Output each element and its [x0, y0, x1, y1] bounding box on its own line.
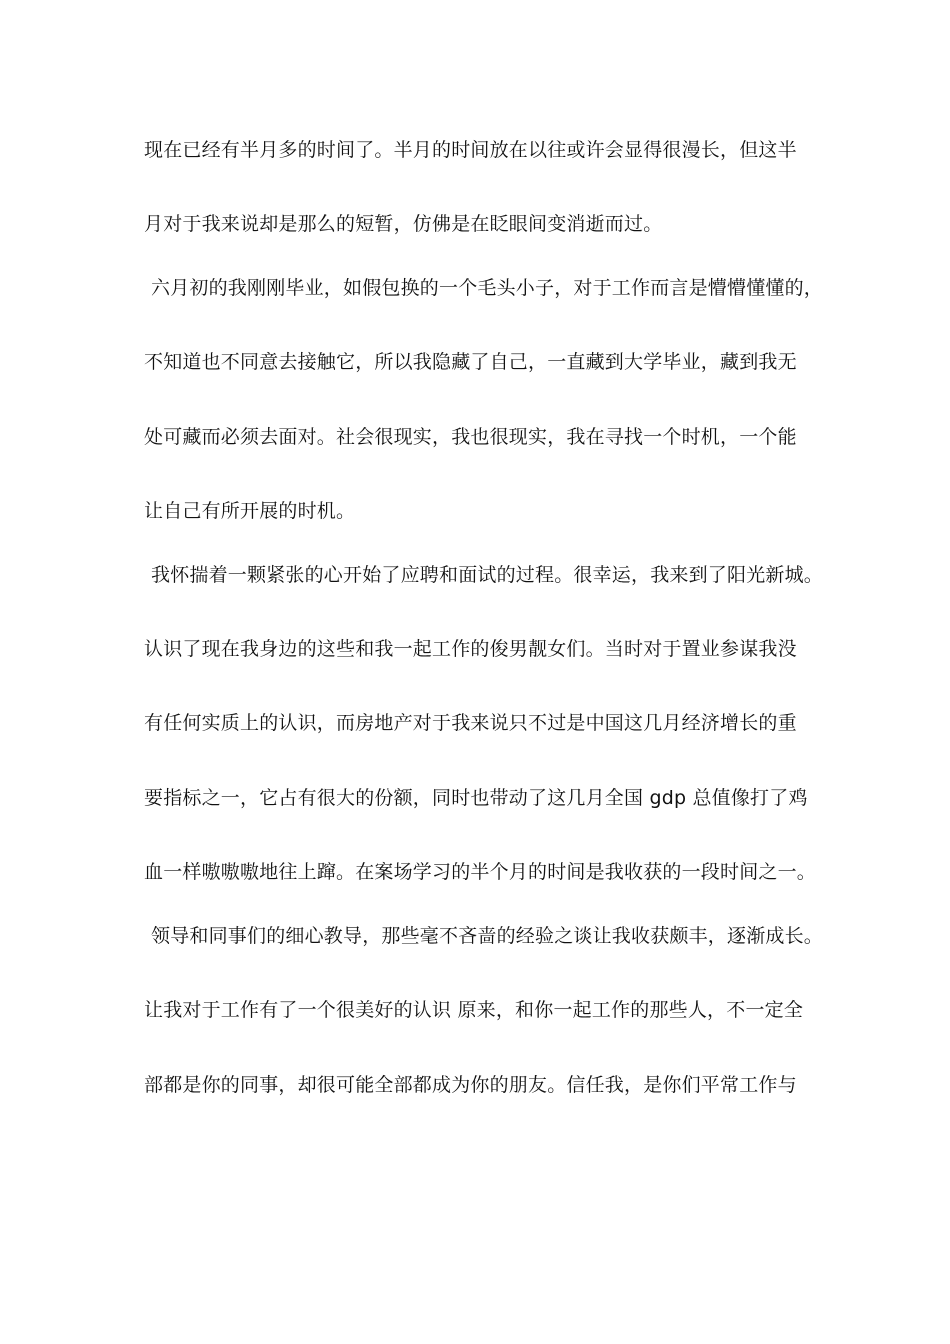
text-line-14: 部都是你的同事，却很可能全部都成为你的朋友。信任我，是你们平常工作与 [144, 1074, 797, 1096]
text-line-11: 血一样嗷嗷嗷地往上蹿。在案场学习的半个月的时间是我收获的一段时间之一。 [144, 861, 817, 883]
text-line-5: 处可藏而必须去面对。社会很现实，我也很现实，我在寻找一个时机，一个能 [144, 426, 797, 448]
text-line-9: 有任何实质上的认识，而房地产对于我来说只不过是中国这几月经济增长的重 [144, 712, 797, 734]
text-line-6: 让自己有所开展的时机。 [144, 500, 356, 522]
text-line-1: 现在已经有半月多的时间了。半月的时间放在以往或许会显得很漫长，但这半 [144, 139, 797, 161]
text-line-12: 领导和同事们的细心教导，那些毫不吝啬的经验之谈让我收获颇丰，逐渐成长。 [151, 925, 824, 947]
text-line-3: 六月初的我刚刚毕业，如假包换的一个毛头小子，对于工作而言是懵懵懂懂的， [151, 277, 824, 299]
text-line-10: 要指标之一，它占有很大的份额，同时也带动了这几月全国 gdp 总值像打了鸡 [144, 787, 808, 809]
text-line-8: 认识了现在我身边的这些和我一起工作的俊男靓女们。当时对于置业参谋我没 [144, 638, 797, 660]
text-line-7: 我怀揣着一颗紧张的心开始了应聘和面试的过程。很幸运，我来到了阳光新城。 [151, 564, 824, 586]
text-line-2: 月对于我来说却是那么的短暂，仿佛是在眨眼间变消逝而过。 [144, 213, 663, 235]
text-line-13: 让我对于工作有了一个很美好的认识 原来，和你一起工作的那些人，不一定全 [144, 999, 804, 1021]
text-line-4: 不知道也不同意去接触它，所以我隐藏了自己，一直藏到大学毕业，藏到我无 [144, 351, 797, 373]
